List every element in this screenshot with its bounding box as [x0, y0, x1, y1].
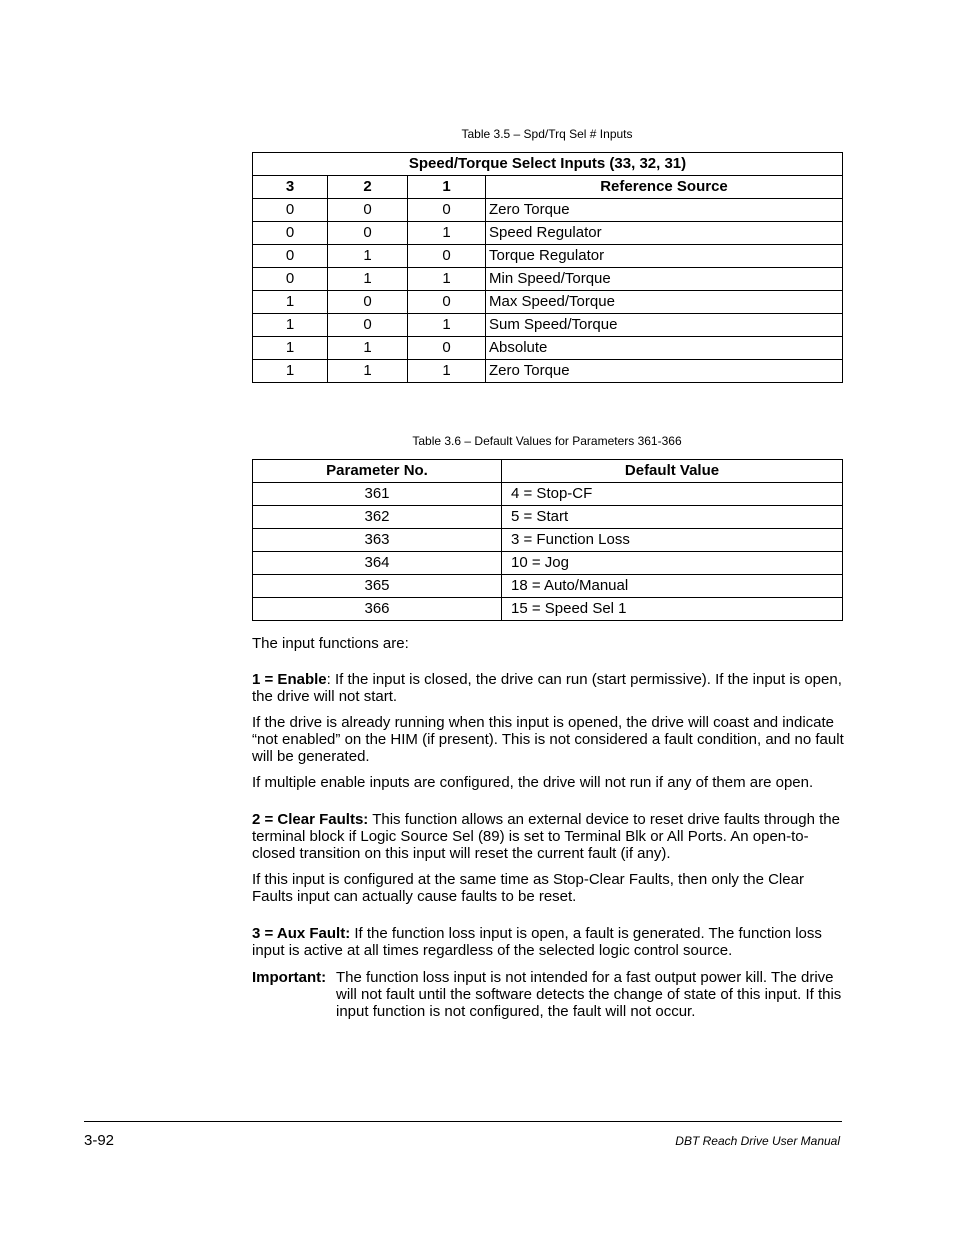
table-cell: 0	[408, 337, 486, 360]
table-cell: 364	[253, 552, 502, 575]
table-row	[253, 575, 843, 598]
table-cell: Min Speed/Torque	[486, 268, 843, 291]
table-cell: Zero Torque	[486, 199, 843, 222]
table-row	[253, 291, 843, 314]
table-header-row	[253, 460, 843, 483]
table-cell: 362	[253, 506, 502, 529]
clear-faults-label: 2 = Clear Faults:	[252, 811, 369, 828]
enable-paragraph-2: If the drive is already running when this input is opened, the drive will coast and indicate “not enabled” on the HIM (if present). This is not considered a fault condition, and no fault will be generated.	[252, 714, 844, 765]
table-cell: 15 = Speed Sel 1	[502, 598, 843, 621]
column-header: 3	[253, 176, 328, 199]
column-header: 2	[328, 176, 408, 199]
table-cell: 1	[253, 291, 328, 314]
table-cell: 0	[408, 245, 486, 268]
table-cell: 1	[328, 245, 408, 268]
table-cell: 361	[253, 483, 502, 506]
clear-faults-section	[252, 811, 847, 905]
table-row	[253, 598, 843, 621]
table-cell: 10 = Jog	[502, 552, 843, 575]
aux-fault-text: If the function loss input is open, a fault is generated. The function loss input is active at all times regardless of the selected logic control source.	[252, 925, 822, 959]
table-row	[253, 314, 843, 337]
table-cell: 0	[253, 245, 328, 268]
table-cell: 363	[253, 529, 502, 552]
enable-text: : If the input is closed, the drive can run (start permissive). If the input is open, the drive will not start.	[252, 671, 842, 705]
table-row	[253, 245, 843, 268]
table-cell: 1	[253, 360, 328, 383]
table2-caption: Table 3.6 – Default Values for Parameters 361-366	[412, 434, 682, 448]
table-cell: 1	[253, 314, 328, 337]
table-row	[253, 552, 843, 575]
aux-fault-paragraph	[252, 925, 847, 959]
table-cell: 1	[253, 337, 328, 360]
aux-fault-label: 3 = Aux Fault:	[252, 925, 351, 942]
table-cell: Torque Regulator	[486, 245, 843, 268]
table-row	[253, 337, 843, 360]
table-body	[253, 199, 843, 383]
table-body	[253, 483, 843, 621]
table-cell: 1	[328, 268, 408, 291]
table-cell: Zero Torque	[486, 360, 843, 383]
table-cell: 365	[253, 575, 502, 598]
column-header: 1	[408, 176, 486, 199]
default-values-table	[252, 459, 843, 621]
table1-caption: Table 3.5 – Spd/Trq Sel # Inputs	[461, 127, 633, 141]
table-row	[253, 222, 843, 245]
clear-faults-text: This function allows an external device to reset drive faults through the terminal block if Logic Source Sel (89) is set to Terminal Blk or All Ports. An open-to-closed transition on this input will reset the current fault (if any).	[252, 811, 840, 862]
table-cell: 0	[328, 222, 408, 245]
table-row	[253, 199, 843, 222]
table-header-row	[253, 176, 843, 199]
important-text: The function loss input is not intended for a fast output power kill. The drive will not fault until the software detects the change of state of this input. If this input function is not configured, the fault will not occur.	[336, 969, 842, 1020]
table-cell: 0	[253, 199, 328, 222]
intro-text: The input functions are:	[252, 635, 409, 652]
group-header: Speed/Torque Select Inputs (33, 32, 31)	[253, 153, 843, 176]
enable-paragraph-3: If multiple enable inputs are configured, the drive will not run if any of them are open.	[252, 774, 814, 791]
table-group-header-row	[253, 153, 843, 176]
table-cell: 0	[253, 222, 328, 245]
table-row	[253, 506, 843, 529]
clear-faults-paragraph	[252, 811, 847, 862]
table-cell: Sum Speed/Torque	[486, 314, 843, 337]
table-cell: 0	[328, 199, 408, 222]
table-cell: 1	[408, 314, 486, 337]
enable-section	[252, 671, 847, 791]
input-functions-intro	[252, 635, 847, 652]
table-cell: 0	[328, 291, 408, 314]
table-row	[253, 483, 843, 506]
table-cell: 1	[408, 360, 486, 383]
table-cell: 0	[328, 314, 408, 337]
column-header: Default Value	[502, 460, 843, 483]
table-cell: 1	[328, 337, 408, 360]
table-cell: Max Speed/Torque	[486, 291, 843, 314]
manual-title: DBT Reach Drive User Manual	[675, 1134, 840, 1148]
table-row	[253, 360, 843, 383]
table-cell: 1	[408, 268, 486, 291]
table-cell: 1	[328, 360, 408, 383]
important-note	[252, 969, 847, 1020]
enable-paragraph	[252, 671, 847, 705]
table-cell: 4 = Stop-CF	[502, 483, 843, 506]
table-cell: Speed Regulator	[486, 222, 843, 245]
table-cell: 0	[408, 199, 486, 222]
table-cell: Absolute	[486, 337, 843, 360]
column-header: Parameter No.	[253, 460, 502, 483]
table-cell: 1	[408, 222, 486, 245]
table-row	[253, 268, 843, 291]
table-cell: 3 = Function Loss	[502, 529, 843, 552]
table-cell: 0	[253, 268, 328, 291]
footer-rule	[84, 1121, 842, 1122]
table-cell: 18 = Auto/Manual	[502, 575, 843, 598]
table-row	[253, 529, 843, 552]
table-cell: 0	[408, 291, 486, 314]
table-cell: 366	[253, 598, 502, 621]
aux-fault-section	[252, 925, 847, 959]
clear-faults-paragraph-2: If this input is configured at the same time as Stop-Clear Faults, then only the Clear Faults input can actually cause faults to be reset.	[252, 871, 804, 905]
enable-label: 1 = Enable	[252, 671, 327, 688]
page-number: 3-92	[84, 1132, 115, 1149]
speed-torque-select-table	[252, 152, 843, 383]
table-cell: 5 = Start	[502, 506, 843, 529]
important-label: Important:	[252, 969, 327, 986]
column-header: Reference Source	[486, 176, 843, 199]
